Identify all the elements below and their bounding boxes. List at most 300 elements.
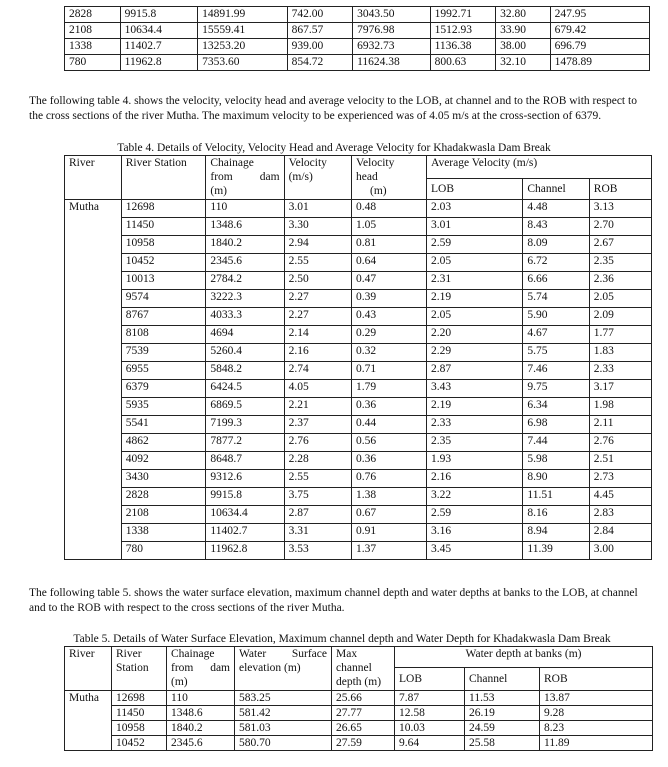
- river-name-cell: [65, 524, 122, 542]
- table-cell: 5935: [121, 398, 206, 416]
- table-cell: 2.59: [427, 236, 523, 254]
- table-cell: 12.58: [395, 706, 465, 721]
- river-name-cell: [65, 488, 122, 506]
- t4-chainage-l3: (m): [210, 185, 227, 197]
- table-cell: 9.28: [540, 706, 653, 721]
- river-name-cell: [65, 721, 112, 736]
- t4-velocity-l2: (m/s): [288, 171, 313, 183]
- table-cell: 11.51: [523, 488, 589, 506]
- table-cell: 3.30: [284, 218, 351, 236]
- table-cell: 25.58: [465, 736, 540, 751]
- table-row: [65, 398, 652, 416]
- table-cell: 1992.71: [430, 7, 495, 23]
- river-name-cell: Mutha: [65, 200, 122, 218]
- table-cell: 8.94: [523, 524, 589, 542]
- table-cell: 8.23: [540, 721, 653, 736]
- table-cell: 11.89: [540, 736, 653, 751]
- table4-intro-line2: the cross sections of the river Mutha. The maximum velocity to be experienced was of 4.05 m/s at the cross-section of 6379.: [29, 110, 602, 122]
- table-cell: 1348.6: [206, 218, 284, 236]
- table-cell: 10634.4: [120, 23, 197, 39]
- table-cell: 6379: [121, 380, 206, 398]
- table5-intro-line1: The following table 5. shows the water surface elevation, maximum channel depth and water depths at banks to the LOB, at channel: [29, 587, 638, 599]
- table-row: [65, 308, 652, 326]
- table-cell: 2345.6: [167, 736, 235, 751]
- table4-intro-line1: The following table 4. shows the velocity, velocity head and average velocity to the LOB, at channel and to the ROB with respect to: [29, 95, 637, 107]
- t5-header-channel: Channel: [465, 668, 540, 691]
- t4-chainage-l2: from: [210, 171, 233, 183]
- table-cell: 5541: [121, 416, 206, 434]
- table-cell: 7539: [121, 344, 206, 362]
- table-row: [65, 236, 652, 254]
- table-cell: 2.03: [427, 200, 523, 218]
- table-cell: 2.51: [589, 452, 651, 470]
- t4-header-lob: LOB: [427, 179, 523, 200]
- table-cell: 10958: [121, 236, 206, 254]
- table-row: [65, 362, 652, 380]
- table-cell: 8648.7: [206, 452, 284, 470]
- table-cell: 679.42: [550, 23, 649, 39]
- table-cell: 2.05: [427, 308, 523, 326]
- table-cell: 9915.8: [206, 488, 284, 506]
- table-cell: 110: [206, 200, 284, 218]
- table-row: [65, 218, 652, 236]
- table-cell: 1.93: [427, 452, 523, 470]
- table-cell: 3043.50: [353, 7, 430, 23]
- table-cell: 4.67: [523, 326, 589, 344]
- table-cell: 10958: [112, 721, 167, 736]
- t4-header-velocity: [284, 156, 351, 200]
- table-cell: 2828: [121, 488, 206, 506]
- table-cell: 1840.2: [206, 236, 284, 254]
- table-cell: 3.17: [589, 380, 651, 398]
- river-name-cell: [65, 380, 122, 398]
- table-cell: 10452: [121, 254, 206, 272]
- t5-header-rob: ROB: [540, 668, 653, 691]
- table-row: [65, 524, 652, 542]
- table-cell: 2.59: [427, 506, 523, 524]
- table-row: [65, 326, 652, 344]
- table-cell: 247.95: [550, 7, 649, 23]
- table-cell: 5.90: [523, 308, 589, 326]
- table-cell: 2108: [65, 23, 121, 39]
- table-cell: 6.34: [523, 398, 589, 416]
- river-name-cell: [65, 254, 122, 272]
- table-cell: 1.38: [352, 488, 427, 506]
- table-cell: 3.01: [284, 200, 351, 218]
- table-cell: 0.43: [352, 308, 427, 326]
- t4-vhead-l2: head: [356, 171, 378, 183]
- t5-header-river: River: [65, 647, 112, 691]
- table-cell: 0.71: [352, 362, 427, 380]
- table-cell: 9.64: [395, 736, 465, 751]
- table-cell: 0.39: [352, 290, 427, 308]
- table-cell: 3.45: [427, 542, 523, 560]
- table-cell: 2.33: [427, 416, 523, 434]
- table-cell: 3.13: [589, 200, 651, 218]
- table-row: [65, 272, 652, 290]
- table-cell: 3.31: [284, 524, 351, 542]
- table-cell: 10.03: [395, 721, 465, 736]
- table-cell: 4.05: [284, 380, 351, 398]
- river-name-cell: [65, 542, 122, 560]
- river-name-cell: [65, 308, 122, 326]
- table-cell: 9915.8: [120, 7, 197, 23]
- table-cell: 2.19: [427, 398, 523, 416]
- table-cell: 11.53: [465, 691, 540, 706]
- table-cell: 7199.3: [206, 416, 284, 434]
- t5-header-wse: [235, 647, 332, 691]
- t4-header-avg: Average Velocity (m/s): [427, 156, 652, 179]
- table-cell: 2.76: [589, 434, 651, 452]
- table-cell: 580.70: [235, 736, 332, 751]
- table-cell: 2.20: [427, 326, 523, 344]
- table-cell: 4.48: [523, 200, 589, 218]
- table-row: [65, 200, 652, 218]
- table-cell: 1.83: [589, 344, 651, 362]
- table-row: [65, 380, 652, 398]
- table4-intro: [29, 94, 668, 124]
- t4-chainage-l2b: dam: [259, 171, 280, 183]
- table-cell: 27.77: [332, 706, 395, 721]
- table-cell: 6.98: [523, 416, 589, 434]
- table-cell: 0.81: [352, 236, 427, 254]
- table-cell: 2.16: [427, 470, 523, 488]
- table-cell: 33.90: [496, 23, 551, 39]
- table-row: [65, 7, 650, 23]
- table-cell: 867.57: [287, 23, 352, 39]
- table-cell: 2.37: [284, 416, 351, 434]
- table-cell: 0.48: [352, 200, 427, 218]
- table-cell: 2.67: [589, 236, 651, 254]
- table-cell: 110: [167, 691, 235, 706]
- table-cell: 800.63: [430, 55, 495, 71]
- river-name-cell: [65, 416, 122, 434]
- table-cell: 7.87: [395, 691, 465, 706]
- river-name-cell: [65, 452, 122, 470]
- t4-header-chainage: [206, 156, 284, 200]
- table-cell: 32.10: [496, 55, 551, 71]
- t4-velocity-l1: Velocity: [288, 157, 327, 169]
- table-cell: 0.32: [352, 344, 427, 362]
- table-cell: 2.11: [589, 416, 651, 434]
- table-cell: 2.21: [284, 398, 351, 416]
- table-cell: 0.56: [352, 434, 427, 452]
- table-row: [65, 542, 652, 560]
- table-cell: 11962.8: [206, 542, 284, 560]
- table-cell: 0.36: [352, 398, 427, 416]
- table-cell: 2.70: [589, 218, 651, 236]
- river-name-cell: [65, 272, 122, 290]
- table-row: [65, 55, 650, 71]
- table-cell: 8.90: [523, 470, 589, 488]
- table-cell: 1512.93: [430, 23, 495, 39]
- t5-station-l1: River: [116, 648, 142, 660]
- t5-chainage-l3: (m): [171, 676, 188, 688]
- t5-maxdepth-l1: Max: [336, 648, 358, 660]
- table-cell: 2.09: [589, 308, 651, 326]
- table-cell: 38.00: [496, 39, 551, 55]
- t5-station-l2: Station: [116, 662, 149, 674]
- table-cell: 8.16: [523, 506, 589, 524]
- table-cell: 696.79: [550, 39, 649, 55]
- table-cell: 6.72: [523, 254, 589, 272]
- table-cell: 2.05: [589, 290, 651, 308]
- table-cell: 12698: [112, 691, 167, 706]
- table-row: [65, 290, 652, 308]
- t5-header-station: [112, 647, 167, 691]
- table-cell: 7976.98: [353, 23, 430, 39]
- table-cell: 9.75: [523, 380, 589, 398]
- table-cell: 2.87: [284, 506, 351, 524]
- table5-caption: Table 5. Details of Water Surface Elevation, Maximum channel depth and Water Depth for Khadakwasla Dam Break: [73, 633, 611, 645]
- table-cell: 6424.5: [206, 380, 284, 398]
- table-row: [65, 254, 652, 272]
- table-cell: 5.75: [523, 344, 589, 362]
- table-cell: 3.00: [589, 542, 651, 560]
- table-cell: 8767: [121, 308, 206, 326]
- t5-header-banks: Water depth at banks (m): [395, 647, 653, 668]
- t4-chainage-l1: Chainage: [210, 157, 254, 169]
- table-cell: 2.33: [589, 362, 651, 380]
- table-row: [65, 39, 650, 55]
- table-cell: 2828: [65, 7, 121, 23]
- table-cell: 5260.4: [206, 344, 284, 362]
- table-cell: 10634.4: [206, 506, 284, 524]
- table-cell: 854.72: [287, 55, 352, 71]
- table-cell: 2.83: [589, 506, 651, 524]
- table-cell: 11624.38: [353, 55, 430, 71]
- table-cell: 1.05: [352, 218, 427, 236]
- table-cell: 780: [65, 55, 121, 71]
- table-cell: 2.31: [427, 272, 523, 290]
- t5-header-chainage: [167, 647, 235, 691]
- table-cell: 10452: [112, 736, 167, 751]
- table-row: [65, 416, 652, 434]
- table-cell: 2784.2: [206, 272, 284, 290]
- t5-header-maxdepth: [332, 647, 395, 691]
- table-cell: 4862: [121, 434, 206, 452]
- table-cell: 27.59: [332, 736, 395, 751]
- table-cell: 9574: [121, 290, 206, 308]
- table-cell: 1338: [121, 524, 206, 542]
- t4-header-station: River Station: [121, 156, 206, 200]
- table-cell: 7353.60: [198, 55, 287, 71]
- table-row: [65, 721, 653, 736]
- table-row: [65, 691, 653, 706]
- t4-header-channel: Channel: [523, 179, 589, 200]
- table-cell: 8.43: [523, 218, 589, 236]
- table-cell: 8108: [121, 326, 206, 344]
- table-cell: 2.27: [284, 290, 351, 308]
- table-row: [65, 23, 650, 39]
- t5-chainage-l1: Chainage: [171, 648, 215, 660]
- table-cell: 11962.8: [120, 55, 197, 71]
- table-row: [65, 470, 652, 488]
- table-cell: 3.16: [427, 524, 523, 542]
- table-cell: 0.36: [352, 452, 427, 470]
- river-name-cell: [65, 362, 122, 380]
- table-row: [65, 706, 653, 721]
- table-cell: 0.76: [352, 470, 427, 488]
- t5-chainage-l2b: dam: [210, 662, 230, 674]
- table-cell: 13253.20: [198, 39, 287, 55]
- table-cell: 742.00: [287, 7, 352, 23]
- table-cell: 1.98: [589, 398, 651, 416]
- table-cell: 7.44: [523, 434, 589, 452]
- river-name-cell: [65, 736, 112, 751]
- table-cell: 15559.41: [198, 23, 287, 39]
- t5-wse-l1b: Surface: [291, 648, 327, 660]
- river-name-cell: [65, 506, 122, 524]
- t4-header-vhead: [352, 156, 427, 200]
- river-name-cell: [65, 290, 122, 308]
- table-cell: 2.74: [284, 362, 351, 380]
- table-cell: 1.77: [589, 326, 651, 344]
- table-cell: 12698: [121, 200, 206, 218]
- table-cell: 2.05: [427, 254, 523, 272]
- table-cell: 0.44: [352, 416, 427, 434]
- table-cell: 5848.2: [206, 362, 284, 380]
- table-cell: 2.14: [284, 326, 351, 344]
- top-table: [64, 6, 650, 71]
- t4-header-river: River: [65, 156, 122, 200]
- t5-header-lob: LOB: [395, 668, 465, 691]
- table-cell: 11450: [121, 218, 206, 236]
- river-name-cell: [65, 326, 122, 344]
- table-cell: 6.66: [523, 272, 589, 290]
- t5-maxdepth-l3: depth (m): [336, 676, 382, 688]
- table-cell: 3.22: [427, 488, 523, 506]
- table-cell: 3.75: [284, 488, 351, 506]
- table5-intro-line2: and to the ROB with respect to the cross sections of the river Mutha.: [29, 602, 345, 614]
- table4-caption: Table 4. Details of Velocity, Velocity Head and Average Velocity for Khadakwasla Dam Break: [117, 142, 551, 154]
- table-cell: 1840.2: [167, 721, 235, 736]
- t4-vhead-l3: (m): [370, 185, 387, 197]
- table-cell: 11.39: [523, 542, 589, 560]
- table-cell: 2.36: [589, 272, 651, 290]
- table-cell: 7.46: [523, 362, 589, 380]
- river-name-cell: [65, 218, 122, 236]
- table-row: [65, 434, 652, 452]
- table-cell: 0.67: [352, 506, 427, 524]
- table-cell: 6955: [121, 362, 206, 380]
- table-cell: 581.03: [235, 721, 332, 736]
- table-cell: 0.29: [352, 326, 427, 344]
- table-cell: 581.42: [235, 706, 332, 721]
- table-cell: 3222.3: [206, 290, 284, 308]
- table-cell: 13.87: [540, 691, 653, 706]
- table-cell: 2.35: [589, 254, 651, 272]
- table-cell: 2.35: [427, 434, 523, 452]
- table-cell: 11402.7: [120, 39, 197, 55]
- table-cell: 6932.73: [353, 39, 430, 55]
- table-cell: 2.94: [284, 236, 351, 254]
- table-cell: 2.29: [427, 344, 523, 362]
- table-cell: 1136.38: [430, 39, 495, 55]
- t5-wse-l1: Water: [239, 648, 267, 660]
- table-cell: 2.55: [284, 470, 351, 488]
- table-cell: 3.01: [427, 218, 523, 236]
- river-name-cell: [65, 706, 112, 721]
- table-cell: 1.37: [352, 542, 427, 560]
- table-cell: 11450: [112, 706, 167, 721]
- table-cell: 2.27: [284, 308, 351, 326]
- table-row: [65, 344, 652, 362]
- table-row: [65, 506, 652, 524]
- table-cell: 3430: [121, 470, 206, 488]
- table-cell: 939.00: [287, 39, 352, 55]
- table-cell: 1338: [65, 39, 121, 55]
- table-cell: 14891.99: [198, 7, 287, 23]
- table5: [64, 646, 653, 751]
- table-cell: 0.47: [352, 272, 427, 290]
- table-cell: 2.73: [589, 470, 651, 488]
- t5-maxdepth-l2: channel: [336, 662, 372, 674]
- table-cell: 583.25: [235, 691, 332, 706]
- table-row: [65, 736, 653, 751]
- table-cell: 26.19: [465, 706, 540, 721]
- table-cell: 10013: [121, 272, 206, 290]
- table-cell: 4033.3: [206, 308, 284, 326]
- table-cell: 26.65: [332, 721, 395, 736]
- t5-chainage-l2: from: [171, 662, 194, 674]
- river-name-cell: [65, 434, 122, 452]
- table-cell: 24.59: [465, 721, 540, 736]
- t5-wse-l2: elevation (m): [239, 662, 301, 674]
- table-cell: 1348.6: [167, 706, 235, 721]
- table-cell: 9312.6: [206, 470, 284, 488]
- river-name-cell: [65, 236, 122, 254]
- table-row: [65, 488, 652, 506]
- table-cell: 2.50: [284, 272, 351, 290]
- table-cell: 32.80: [496, 7, 551, 23]
- table-cell: 4.45: [589, 488, 651, 506]
- table-cell: 25.66: [332, 691, 395, 706]
- table-cell: 2.76: [284, 434, 351, 452]
- table5-intro: [29, 586, 668, 616]
- table-cell: 2.16: [284, 344, 351, 362]
- table-cell: 4092: [121, 452, 206, 470]
- table-cell: 2.28: [284, 452, 351, 470]
- t4-header-rob: ROB: [589, 179, 651, 200]
- table-cell: 8.09: [523, 236, 589, 254]
- table-cell: 6869.5: [206, 398, 284, 416]
- table-cell: 5.98: [523, 452, 589, 470]
- river-name-cell: [65, 398, 122, 416]
- table-cell: 2.84: [589, 524, 651, 542]
- table-cell: 2.55: [284, 254, 351, 272]
- table4: [64, 155, 652, 560]
- table-cell: 3.53: [284, 542, 351, 560]
- table-cell: 780: [121, 542, 206, 560]
- table-cell: 0.91: [352, 524, 427, 542]
- table-cell: 0.64: [352, 254, 427, 272]
- table-cell: 2345.6: [206, 254, 284, 272]
- table-cell: 2.87: [427, 362, 523, 380]
- table-cell: 1478.89: [550, 55, 649, 71]
- table-cell: 3.43: [427, 380, 523, 398]
- table-cell: 2.19: [427, 290, 523, 308]
- table-row: [65, 452, 652, 470]
- t4-vhead-l1: Velocity: [356, 157, 395, 169]
- river-name-cell: [65, 470, 122, 488]
- river-name-cell: [65, 344, 122, 362]
- table-cell: 5.74: [523, 290, 589, 308]
- table-cell: 1.79: [352, 380, 427, 398]
- table-cell: 7877.2: [206, 434, 284, 452]
- table-cell: 2108: [121, 506, 206, 524]
- table-cell: 4694: [206, 326, 284, 344]
